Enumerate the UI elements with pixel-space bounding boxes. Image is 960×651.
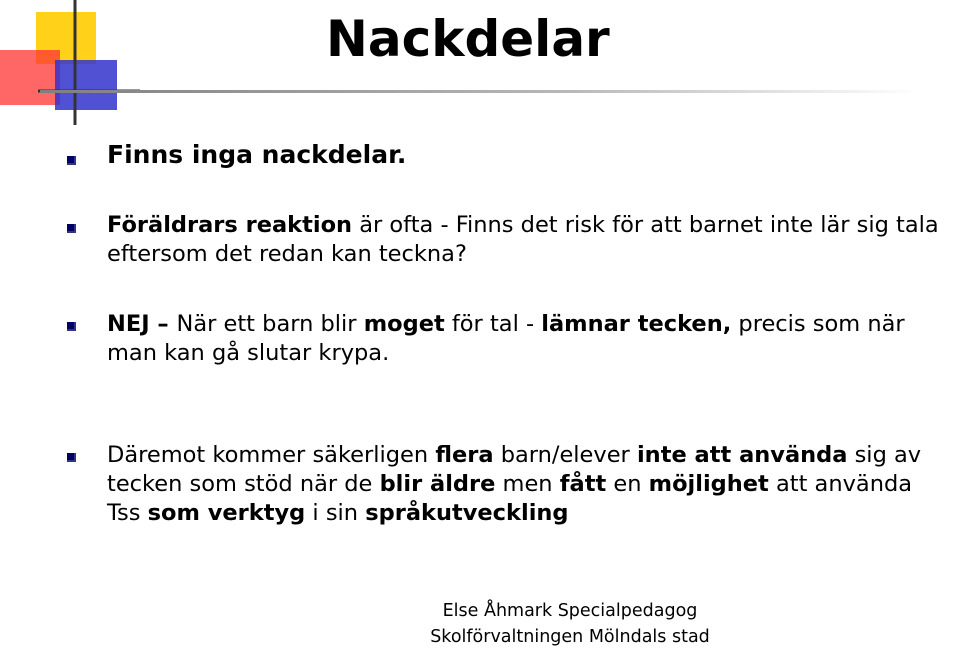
bullet-text-bold-run: NEJ –	[107, 311, 177, 337]
bullet-text-run: i sin	[305, 500, 366, 526]
bullet-text-bold-run: inte att använda	[636, 442, 848, 468]
bullet-text-bold-run: lämnar tecken,	[541, 311, 732, 337]
bullet-text-bold-run: språkutveckling	[365, 500, 569, 526]
bullet-text-bold-run: som verktyg	[147, 500, 306, 526]
bullet-text	[107, 310, 952, 368]
bullet-text-run: precis som när man kan gå slutar krypa.	[107, 311, 905, 366]
decorative-logo-icon	[0, 0, 140, 125]
bullet-text-bold-run: blir äldre	[379, 471, 496, 497]
bullet-text	[107, 441, 952, 528]
bullet-text-bold-run: moget	[363, 311, 445, 337]
bullet-text-run: När ett barn blir	[176, 311, 364, 337]
bullet-text-bold-run: fått	[559, 471, 607, 497]
slide-title: Nackdelar	[326, 10, 610, 68]
bullet-marker	[67, 224, 76, 233]
bullet-text-run: men	[495, 471, 560, 497]
bullet-text-bold-run: möjlighet	[648, 471, 769, 497]
bullet-text-run: Däremot kommer säkerligen	[107, 442, 436, 468]
bullet-text	[107, 140, 952, 170]
bullet-marker	[67, 156, 76, 165]
bullet-text-run: sig av tecken som stöd när de	[107, 442, 922, 497]
bullet-marker	[67, 322, 76, 331]
bullet-marker	[67, 453, 76, 462]
footer-organization: Skolförvaltningen Mölndals stad	[430, 627, 710, 647]
bullet-text-bold-run: Finns inga nackdelar.	[107, 140, 407, 169]
bullet-text-run: barn/elever	[493, 442, 637, 468]
bullet-text	[107, 211, 952, 269]
bullet-text-run: är ofta - Finns det risk för att barnet inte lär sig tala eftersom det redan kan teckna?	[107, 212, 939, 267]
logo-red-square	[0, 50, 60, 105]
bullet-text-run: att använda Tss	[107, 471, 913, 526]
bullet-text-run: för tal -	[444, 311, 542, 337]
bullet-text-run: en	[606, 471, 649, 497]
footer-author: Else Åhmark Specialpedagog	[442, 601, 698, 621]
logo-blue-square	[55, 60, 117, 110]
bullet-text-bold-run: Föräldrars reaktion	[107, 212, 353, 238]
title-divider	[40, 90, 920, 93]
bullet-text-bold-run: flera	[435, 442, 494, 468]
